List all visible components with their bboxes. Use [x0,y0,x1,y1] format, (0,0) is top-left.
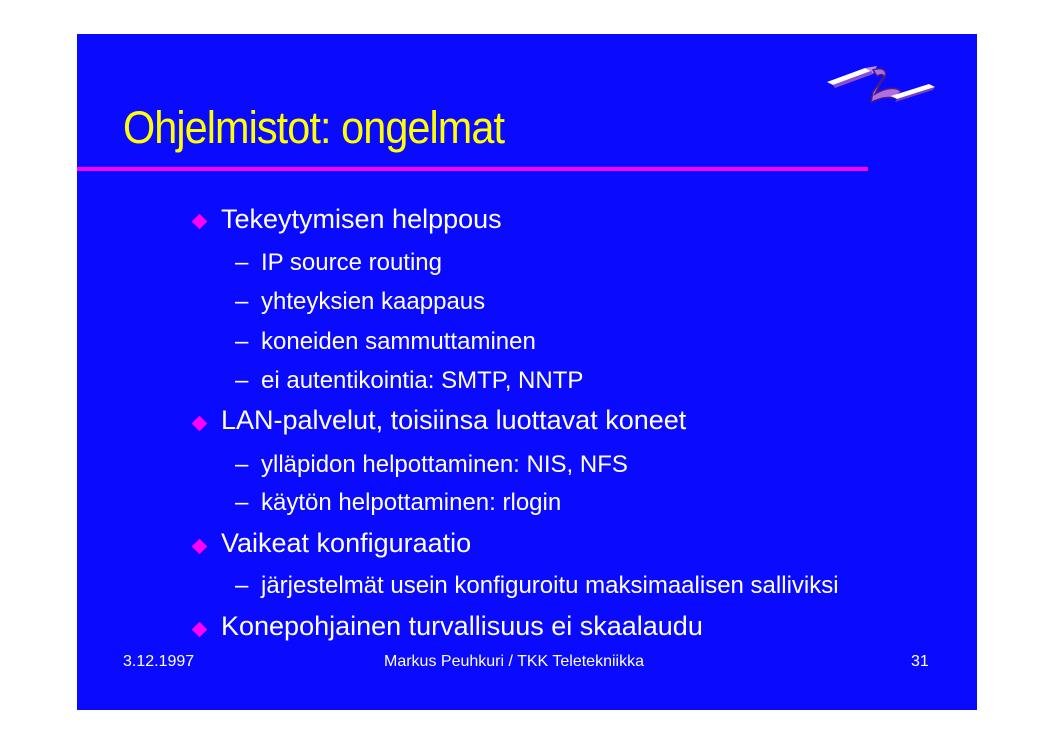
slide-title: Ohjelmistot: ongelmat [123,102,505,153]
sub-item-text: ei autentikointia: SMTP, NNTP [261,367,584,394]
diamond-bullet-icon [192,539,208,555]
dash-marker: – [235,367,249,394]
dash-marker: – [235,328,249,355]
sub-item-text: IP source routing [261,249,442,276]
diamond-bullet-icon [192,214,208,230]
sub-item-text: käytön helpottaminen: rlogin [261,489,562,516]
dash-marker: – [235,572,249,599]
sub-item-text: ylläpidon helpottaminen: NIS, NFS [261,451,628,478]
bullet-text: Konepohjainen turvallisuus ei skaalaudu [221,611,703,641]
bullet-text: LAN-palvelut, toisiinsa luottavat koneet [221,405,687,435]
dash-marker: – [235,451,249,478]
footer-date: 3.12.1997 [123,653,195,670]
footer-author: Markus Peuhkuri / TKK Teletekniikka [384,653,644,670]
dash-marker: – [235,288,249,315]
diamond-bullet-icon [192,416,208,432]
sub-item-text: järjestelmät usein konfiguroitu maksimaalisen salliviksi [261,572,839,599]
bullet-text: Vaikeat konfiguraatio [221,528,472,558]
slide [77,34,977,710]
title-divider [77,167,868,171]
tkk-zigzag-logo-icon [825,62,937,112]
dash-marker: – [235,489,249,516]
footer-page-number: 31 [911,653,929,670]
sub-item-text: koneiden sammuttaminen [261,328,536,355]
sub-item-text: yhteyksien kaappaus [261,288,486,315]
diamond-bullet-icon [192,622,208,638]
bullet-text: Tekeytymisen helppous [221,204,502,234]
dash-marker: – [235,249,249,276]
